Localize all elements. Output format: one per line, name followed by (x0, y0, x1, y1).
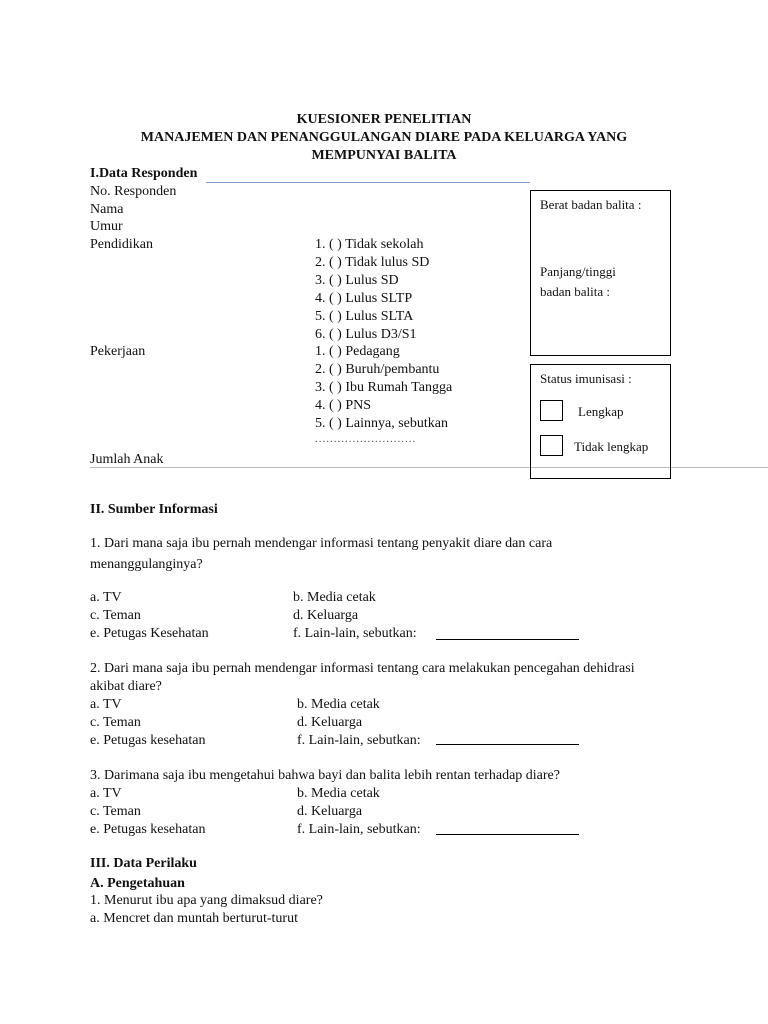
q1-option-a[interactable]: a. TV (90, 590, 122, 605)
q1-option-c[interactable]: c. Teman (90, 608, 141, 623)
pekerjaan-option[interactable]: 3. ( ) Ibu Rumah Tangga (315, 380, 453, 395)
q2-option-a[interactable]: a. TV (90, 697, 122, 712)
s3-q1-option-a[interactable]: a. Mencret dan muntah berturut-turut (90, 911, 298, 926)
label-pekerjaan: Pekerjaan (90, 344, 146, 359)
q3-option-e[interactable]: e. Petugas kesehatan (90, 822, 206, 837)
title-line-2: MANAJEMEN DAN PENANGGULANGAN DIARE PADA KELUARGA YANG (140, 130, 628, 145)
pendidikan-option[interactable]: 6. ( ) Lulus D3/S1 (315, 327, 417, 342)
label-nama: Nama (90, 202, 124, 217)
pendidikan-option[interactable]: 1. ( ) Tidak sekolah (315, 237, 424, 252)
title-line-3: MEMPUNYAI BALITA (311, 148, 457, 163)
panjang-label-2: badan balita : (540, 284, 611, 299)
pendidikan-option[interactable]: 4. ( ) Lulus SLTP (315, 291, 413, 306)
lengkap-label: Lengkap (578, 404, 624, 419)
label-pendidikan: Pendidikan (90, 237, 153, 252)
panjang-label-1: Panjang/tinggi (540, 264, 616, 279)
q2-text-line1: 2. Dari mana saja ibu pernah mendengar informasi tentang cara melakukan pencegahan dehidrasi (90, 661, 635, 676)
q2-option-c[interactable]: c. Teman (90, 715, 141, 730)
q1-option-b[interactable]: b. Media cetak (293, 590, 376, 605)
q2-option-e[interactable]: e. Petugas kesehatan (90, 733, 206, 748)
tidak-lengkap-label: Tidak lengkap (574, 439, 649, 454)
q1-text-line2: menanggulanginya? (90, 557, 203, 572)
section-3-heading: III. Data Perilaku (90, 856, 197, 871)
lainnya-dots[interactable]: ........................... (315, 433, 417, 445)
q1-blank-line[interactable] (436, 639, 579, 640)
q2-option-f[interactable]: f. Lain-lain, sebutkan: (297, 733, 421, 748)
q3-option-a[interactable]: a. TV (90, 786, 122, 801)
q3-option-d[interactable]: d. Keluarga (297, 804, 363, 819)
berat-badan-label: Berat badan balita : (540, 197, 642, 212)
lengkap-checkbox[interactable] (540, 400, 563, 421)
pendidikan-option[interactable]: 3. ( ) Lulus SD (315, 273, 399, 288)
pekerjaan-option[interactable]: 2. ( ) Buruh/pembantu (315, 362, 440, 377)
pekerjaan-option[interactable]: 5. ( ) Lainnya, sebutkan (315, 416, 448, 431)
label-no-responden: No. Responden (90, 184, 177, 199)
pekerjaan-option[interactable]: 1. ( ) Pedagang (315, 344, 400, 359)
heading-rule (206, 182, 530, 183)
q3-option-f[interactable]: f. Lain-lain, sebutkan: (297, 822, 421, 837)
q3-blank-line[interactable] (436, 834, 579, 835)
section-1-heading: I.Data Responden (90, 166, 198, 181)
q2-option-b[interactable]: b. Media cetak (297, 697, 380, 712)
q3-option-c[interactable]: c. Teman (90, 804, 141, 819)
q2-blank-line[interactable] (436, 744, 579, 745)
tidak-lengkap-checkbox[interactable] (540, 435, 563, 456)
q1-text-line1: 1. Dari mana saja ibu pernah mendengar informasi tentang penyakit diare dan cara (90, 536, 553, 551)
q3-option-b[interactable]: b. Media cetak (297, 786, 380, 801)
pendidikan-option[interactable]: 5. ( ) Lulus SLTA (315, 309, 414, 324)
q1-option-d[interactable]: d. Keluarga (293, 608, 359, 623)
q2-option-d[interactable]: d. Keluarga (297, 715, 363, 730)
pendidikan-option[interactable]: 2. ( ) Tidak lulus SD (315, 255, 430, 270)
pekerjaan-option[interactable]: 4. ( ) PNS (315, 398, 372, 413)
label-umur: Umur (90, 219, 123, 234)
label-jumlah-anak: Jumlah Anak (90, 452, 164, 467)
q1-option-f[interactable]: f. Lain-lain, sebutkan: (293, 626, 417, 641)
section-3-subheading: A. Pengetahuan (90, 876, 185, 891)
status-imunisasi-label: Status imunisasi : (540, 371, 632, 386)
q3-text-line1: 3. Darimana saja ibu mengetahui bahwa bayi dan balita lebih rentan terhadap diare? (90, 768, 560, 783)
title-line-1: KUESIONER PENELITIAN (296, 112, 472, 127)
q1-option-e[interactable]: e. Petugas Kesehatan (90, 626, 209, 641)
section-2-heading: II. Sumber Informasi (90, 502, 218, 517)
q2-text-line2: akibat diare? (90, 679, 162, 694)
s3-q1-text: 1. Menurut ibu apa yang dimaksud diare? (90, 893, 323, 908)
